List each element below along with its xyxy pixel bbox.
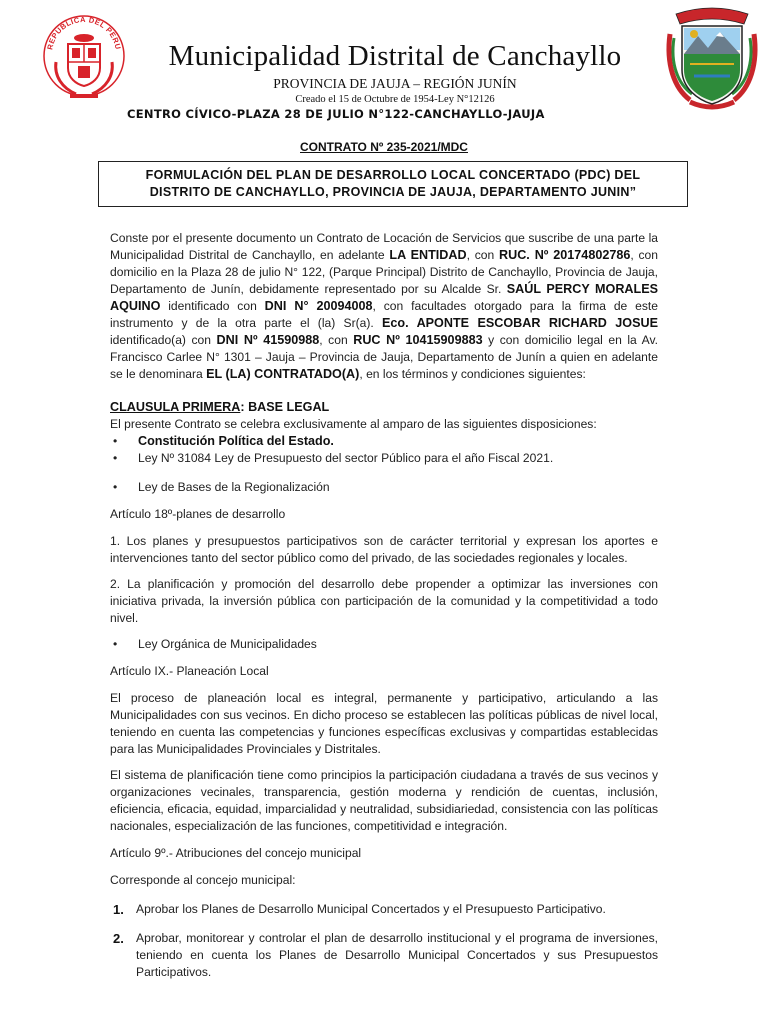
list-item-text: Aprobar los Planes de Desarrollo Municipal Concertados y el Presupuesto Participativo. [136, 902, 606, 916]
intro-text: identificado con [160, 299, 265, 313]
contract-title-line-2: DISTRITO DE CANCHAYLLO, PROVINCIA DE JAUJA, DEPARTAMENTO JUNIN” [149, 185, 637, 199]
list-item-text: Ley Orgánica de Municipalidades [138, 637, 317, 651]
article-heading: Artículo 9º.- Atribuciones del concejo municipal [110, 846, 362, 860]
list-item-number: 2. [113, 931, 124, 946]
article-paragraph: El proceso de planeación local es integral, permanente y participativo, articulando a las Municipalidades con sus vecinos. En dicho proceso se establecen las políticas públicas de nivel local, teniendo en cuenta las competencias y funciones específicas exclusivas y compartidas establecidas para las Municipalidades Provinciales y Distritales. [110, 691, 658, 756]
clause-intro: El presente Contrato se celebra exclusivamente al amparo de las siguientes disposiciones: [110, 417, 597, 431]
clause-title: CLAUSULA PRIMERA [110, 400, 241, 414]
contract-title-line-1: FORMULACIÓN DEL PLAN DE DESARROLLO LOCAL CONCERTADO (PDC) DEL [145, 168, 641, 182]
contractor-dni: DNI Nº 41590988 [216, 333, 320, 347]
entity-ruc: RUC. Nº 20174802786 [499, 248, 631, 262]
intro-text: y con domicilio legal en la Av. Francisco Carlee N° 1301 – Jauja – Provincia de Jauja, Departamento de Junín a quien en adelante se le denominara [110, 333, 658, 381]
contractor-ruc: RUC Nº 10415909883 [353, 333, 483, 347]
article-paragraph: Corresponde al concejo municipal: [110, 873, 296, 887]
list-item-text: Ley de Bases de la Regionalización [138, 480, 330, 494]
letterhead [0, 0, 768, 125]
list-item [110, 636, 658, 653]
municipality-address: CENTRO CÍVICO-PLAZA 28 DE JULIO N°122-CANCHAYLLO-JAUJA [127, 107, 545, 121]
canchayllo-crest-icon [664, 4, 760, 112]
intro-text: Conste por el presente documento un Contrato de Locación de Servicios que suscribe de una parte la Municipalidad Distrital de Canchayllo, en adelante [110, 231, 658, 262]
clause-subtitle: : BASE LEGAL [240, 400, 330, 414]
contractor-name: Eco. APONTE ESCOBAR RICHARD JOSUE [382, 316, 659, 330]
contract-body [110, 230, 658, 981]
mayor-dni: DNI N° 20094008 [264, 299, 373, 313]
list-item-text: Aprobar, monitorear y controlar el plan de desarrollo institucional y el programa de inversiones, teniendo en cuenta los Planes de Desarrollo Municipal Concertados y sus Presupuestos Participativos. [136, 931, 658, 979]
intro-text: , en los términos y condiciones siguientes: [359, 367, 586, 381]
intro-text: , con [466, 248, 499, 262]
entity-label: LA ENTIDAD [389, 248, 467, 262]
attributions-list [110, 901, 658, 981]
intro-text: , con domicilio en la Plaza 28 de julio N° 122, (Parque Principal) Distrito de Canchayllo, Provincia de Jauja, Departamento de Junín, debidamente representado por su Alcalde Sr. [110, 248, 658, 296]
legal-basis-list [110, 636, 658, 653]
contract-title-box [98, 161, 688, 207]
article-paragraph: 1. Los planes y presupuestos participativos son de carácter territorial y expresan los aportes e intervenciones tanto del sector público como del privado, de las sociedades regionales y locales. [110, 534, 658, 565]
article-heading: Artículo 18º-planes de desarrollo [110, 507, 286, 521]
intro-paragraph [110, 230, 658, 383]
list-item [110, 450, 658, 467]
contract-number: CONTRATO Nº 235-2021/MDC [300, 140, 468, 154]
province-region: PROVINCIA DE JAUJA – REGIÓN JUNÍN [273, 76, 517, 91]
list-item [110, 479, 658, 496]
list-item [110, 433, 658, 450]
legal-basis-list [110, 479, 658, 496]
article-heading: Artículo IX.- Planeación Local [110, 664, 269, 678]
intro-text: , con [319, 333, 354, 347]
list-item-text: Constitución Política del Estado. [138, 434, 334, 448]
legal-basis-list [110, 433, 658, 467]
peru-coat-of-arms-icon [40, 10, 128, 108]
list-item [110, 930, 658, 981]
list-item [110, 901, 658, 918]
article-paragraph: El sistema de planificación tiene como principios la participación ciudadana a través de sus vecinos y organizaciones vecinales, transparencia, gestión moderna y rendición de cuentas, inclusión, eficiencia, eficacia, equidad, imparcialidad y neutralidad, subsidiariedad, consistencia con las políticas nacionales, especialización de las funciones, competitividad e integración. [110, 768, 658, 833]
clause-heading [110, 399, 658, 416]
svg-text:REPUBLICA DEL PERU: REPUBLICA DEL PERU [45, 14, 123, 51]
list-item-number: 1. [113, 902, 124, 917]
intro-text: , con facultades otorgado para la firma de este instrumento y de la otra parte el (la) Sr(a). [110, 299, 658, 330]
mayor-name: SAÚL PERCY MORALES AQUINO [110, 282, 659, 313]
municipality-name: Municipalidad Distrital de Canchayllo [168, 40, 622, 72]
article-paragraph: 2. La planificación y promoción del desarrollo debe propender a optimizar las inversiones con iniciativa privada, la inversión pública con participación de la comunidad y la competitividad a todo nivel. [110, 577, 658, 625]
intro-text: identificado(a) con [110, 333, 217, 347]
list-item-text: Ley Nº 31084 Ley de Presupuesto del sector Público para el año Fiscal 2021. [138, 451, 554, 465]
creation-law: Creado el 15 de Octubre de 1954-Ley N°12126 [295, 94, 495, 105]
contractor-label: EL (LA) CONTRATADO(A) [206, 367, 360, 381]
